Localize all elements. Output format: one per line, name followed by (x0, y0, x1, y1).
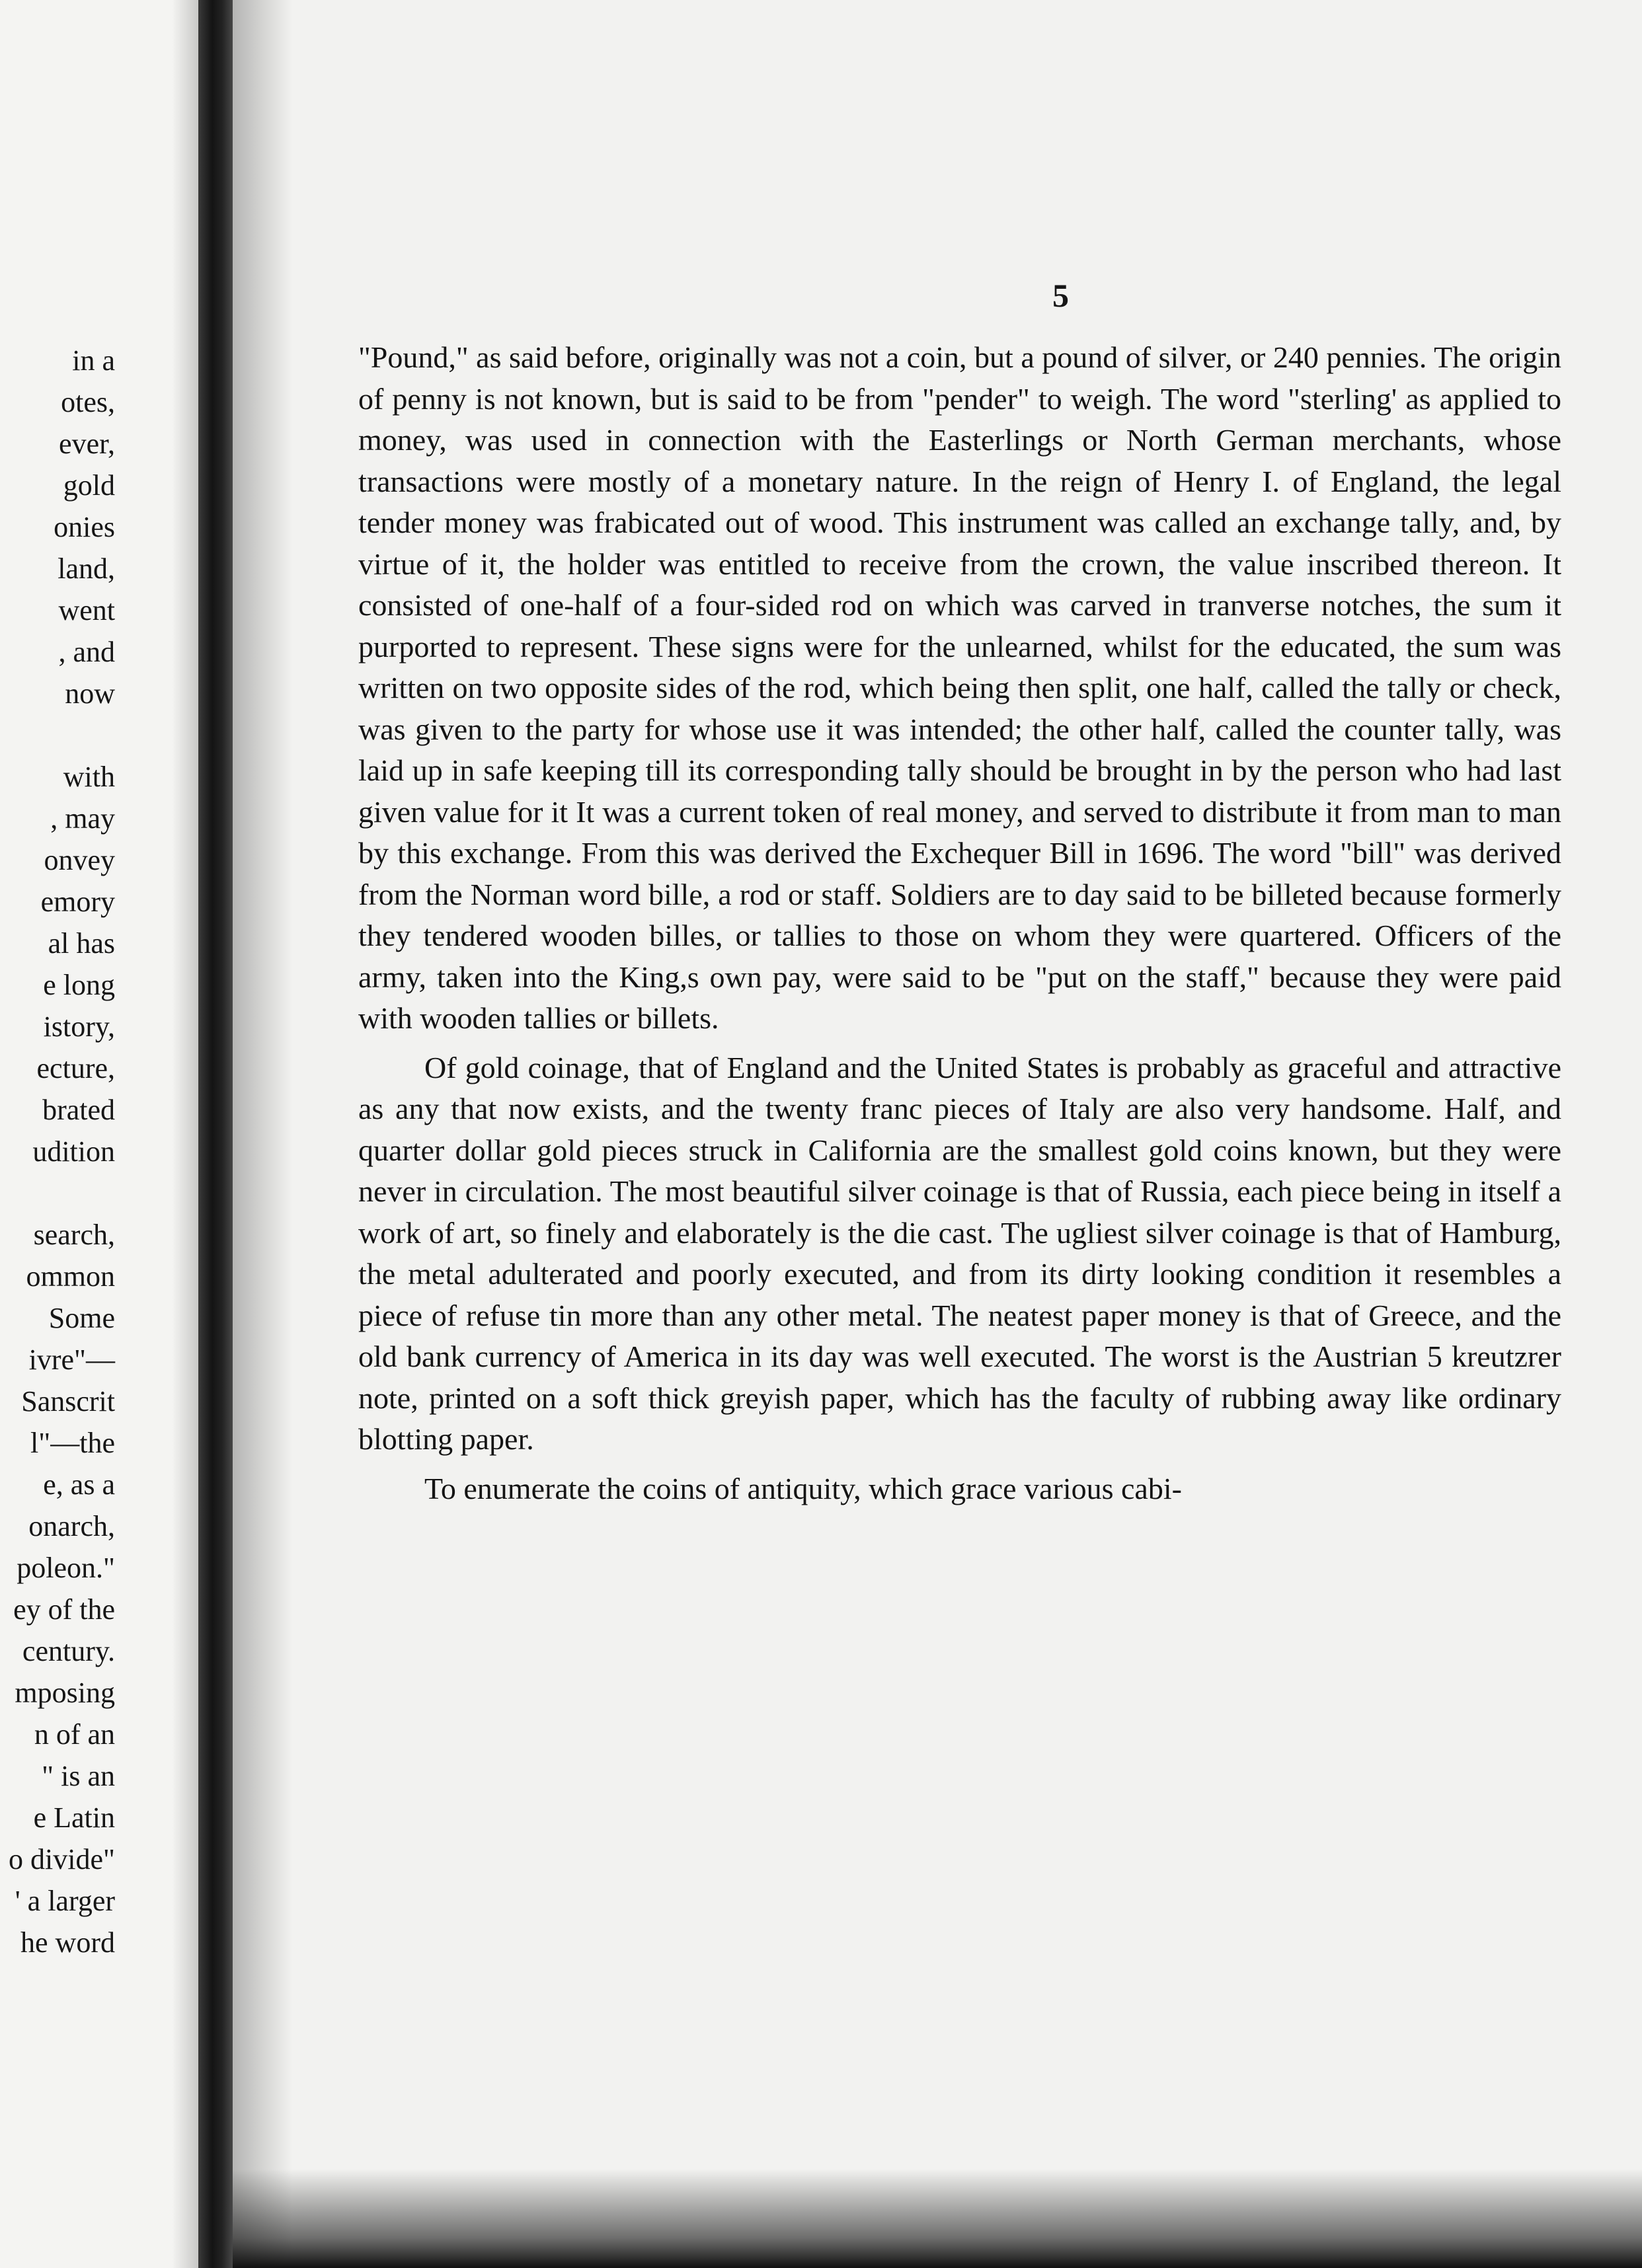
left-page-fragment: e Latin (33, 1801, 115, 1834)
left-page-fragment: emory (40, 886, 115, 918)
left-page-gutter-shadow (172, 0, 198, 2268)
right-page-gutter-shadow (233, 0, 292, 2268)
left-page-fragment: ' a larger (15, 1885, 115, 1917)
left-page-fragment: poleon." (17, 1552, 115, 1584)
page-bottom-shadow (233, 2169, 1642, 2268)
left-page-fragment: search, (33, 1219, 115, 1251)
left-page-fragment: ecture, (36, 1052, 115, 1084)
left-page-fragment: e, as a (43, 1468, 115, 1501)
left-page-fragment: , may (50, 802, 115, 835)
left-page-fragment: in a (72, 344, 115, 377)
paragraph-3: To enumerate the coins of antiquity, which grace various cabi- (424, 1471, 1182, 1505)
left-page-fragment: ommon (26, 1260, 115, 1293)
left-page-fragment: istory, (43, 1010, 115, 1043)
left-page-fragment: o divide" (9, 1843, 115, 1875)
left-page-fragment: udition (32, 1135, 115, 1168)
left-page-fragment: al has (48, 927, 115, 960)
body-text (358, 337, 1561, 1509)
book-spine (198, 0, 238, 2268)
left-page-fragment: e long (43, 969, 115, 1001)
left-page-fragment: went (58, 594, 115, 626)
left-page-fragment: ey of the (13, 1593, 115, 1626)
left-page-fragment: now (65, 677, 115, 710)
left-page-fragment: Some (48, 1302, 115, 1334)
left-page-fragment: brated (42, 1094, 115, 1126)
left-page-fragment: onarch, (28, 1510, 115, 1542)
left-page-fragment: onies (54, 511, 115, 543)
left-page-fragment: ever, (59, 428, 115, 460)
left-page-fragment: l"—the (30, 1427, 115, 1459)
left-page-fragment: he word (20, 1926, 115, 1959)
left-page-fragment: , and (58, 636, 115, 668)
left-page-fragment: Sanscrit (21, 1385, 115, 1418)
left-page-fragment: century. (22, 1635, 115, 1667)
left-page-fragment: " is an (42, 1760, 115, 1792)
page-number: 5 (1052, 277, 1069, 314)
left-page-fragment: onvey (44, 844, 115, 876)
left-page-fragment: land, (58, 552, 115, 585)
left-page-fragment: otes, (61, 386, 115, 418)
left-page-fragment: n of an (34, 1718, 115, 1751)
left-page-fragment: with (63, 761, 115, 793)
left-page-fragment: ivre"— (28, 1343, 115, 1376)
paragraph-1: "Pound," as said before, originally was not a coin, but a pound of silver, or 240 pennies. The origin of penny is not known, but is said to be from "pender" to weigh. The word "sterling' as applied to money, was used in connection with the Easterlings or North German merchants, whose transactions were mostly of a monetary nature. In the reign of Henry I. of England, the legal tender money was frabicated out of wood. This instrument was called an exchange tally, and, by virtue of it, the holder was entitled to receive from the crown, the value inscribed thereon. It consisted of one-half of a four-sided rod on which was carved in tranverse notches, the sum it purported to represent. These signs were for the unlearned, whilst for the educated, the sum was written on two opposite sides of the rod, which being then split, one half, called the tally or check, was given to the party for whose use it was intended; the other half, called the counter tally, was laid up in safe keeping till its corresponding tally should be brought in by the person who had last given value for it It was a current token of real money, and served to distribute it from man to man by this exchange. From this was derived the Exchequer Bill in 1696. The word "bill" was derived from the Norman word bille, a rod or staff. Soldiers are to day said to be billeted because formerly they tendered wooden billes, or tallies to those on whom they were quartered. Officers of the army, taken into the King,s own pay, were said to be "put on the staff," because they were paid with wooden tallies or billets. (358, 340, 1561, 1035)
right-page (233, 0, 1642, 2268)
left-page-fragment: mposing (15, 1677, 115, 1709)
left-facing-page (0, 0, 198, 2268)
paragraph-2: Of gold coinage, that of England and the United States is probably as graceful and attractive as any that now exists, and the twenty franc pieces of Italy are also very handsome. Half, and quarter dollar gold pieces struck in California are the smallest gold coins known, but they were never in circulation. The most beautiful silver coinage is that of Russia, each piece being in itself a work of art, so finely and elaborately is the die cast. The ugliest silver coinage is that of Hamburg, the metal adulterated and poorly executed, and from its dirty looking condition it resembles a piece of refuse tin more than any other metal. The neatest paper money is that of Greece, and the old bank currency of America in its day was well executed. The worst is the Austrian 5 kreutzrer note, printed on a soft thick greyish paper, which has the faculty of rubbing away like ordinary blotting paper. (358, 1050, 1561, 1456)
left-page-fragment: gold (63, 469, 115, 502)
